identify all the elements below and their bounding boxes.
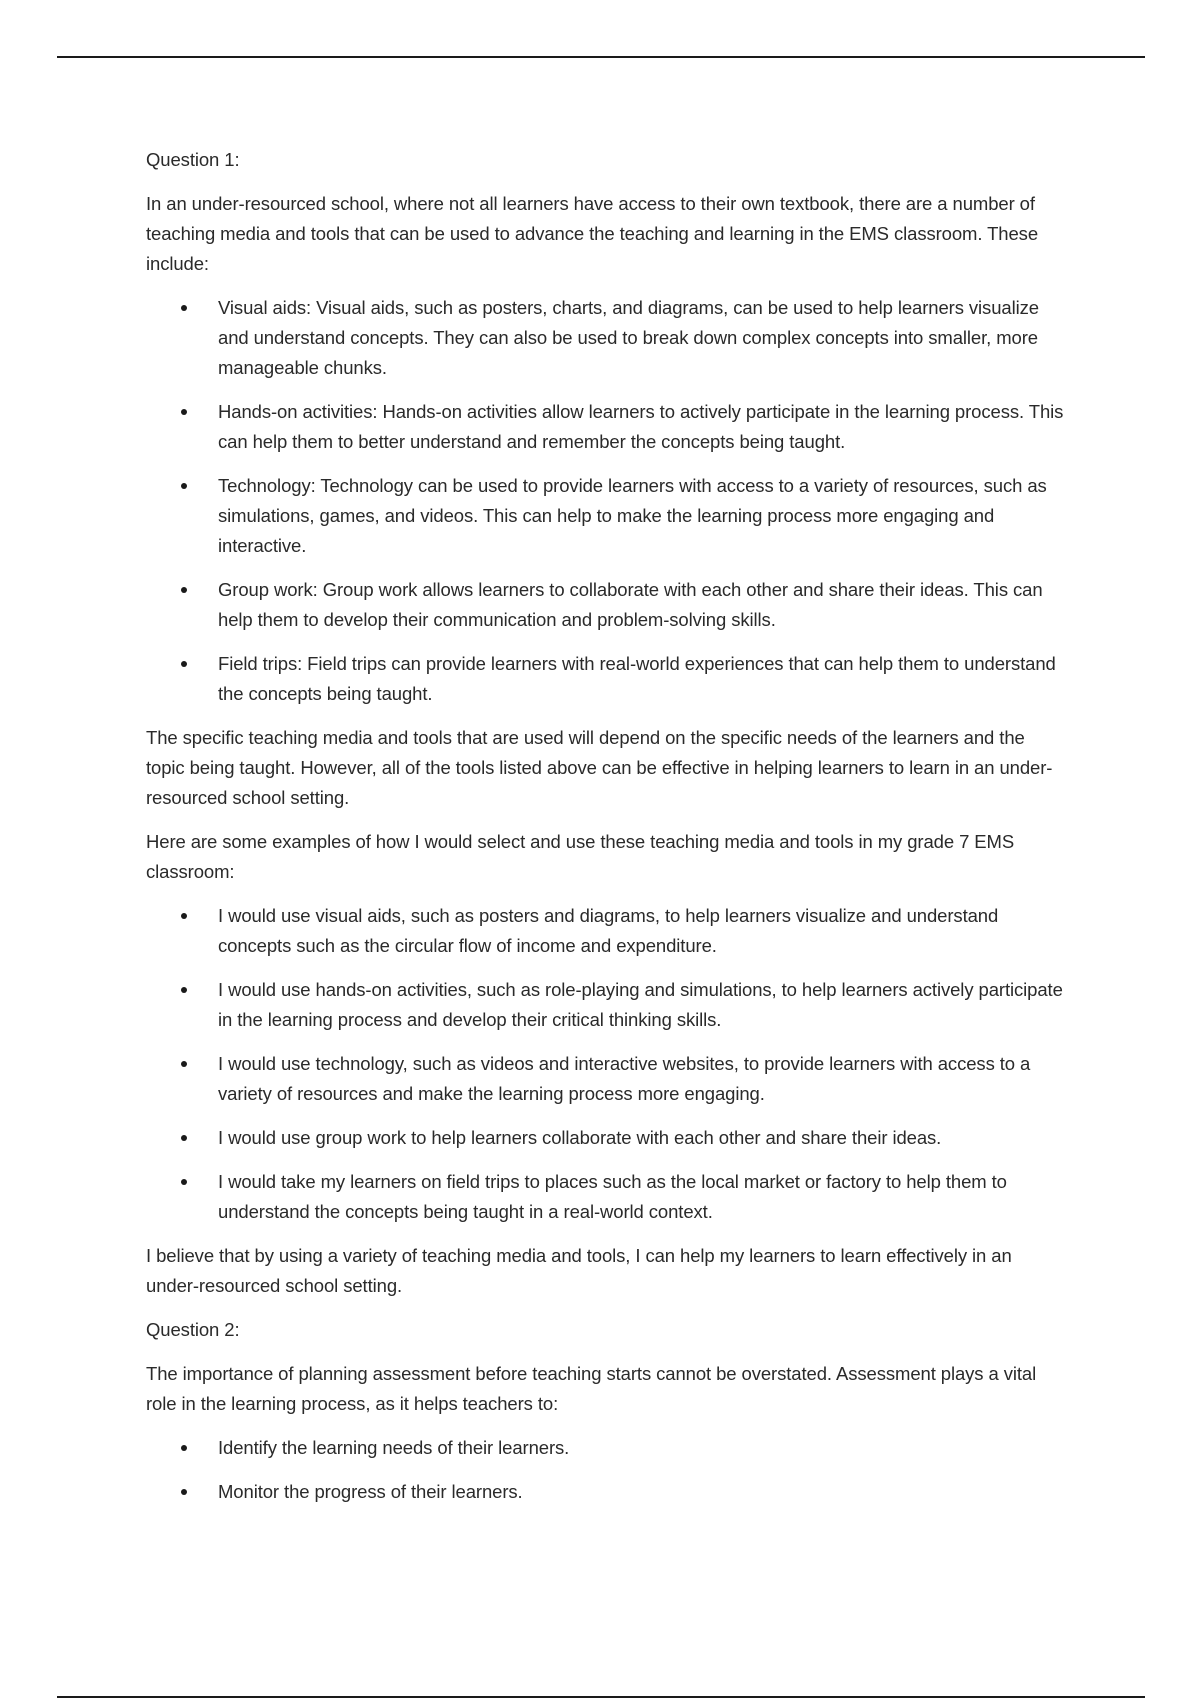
question-1-paragraph-3: Here are some examples of how I would select and use these teaching media and tools in my grade 7 EMS classroom: [146, 831, 1015, 882]
list-item [146, 293, 1066, 383]
bullet-icon [181, 1489, 187, 1495]
bullet-icon [181, 483, 187, 489]
assessment-purposes-list [146, 1433, 1066, 1507]
bullet-icon [181, 305, 187, 311]
list-item [146, 471, 1066, 561]
footer-rule [57, 1696, 1145, 1698]
list-item-text: I would take my learners on field trips to places such as the local market or factory to help them to understand the concepts being taught in a real-world context. [218, 1171, 1007, 1222]
document-body [146, 145, 1066, 1521]
bullet-icon [181, 587, 187, 593]
list-item-text: I would use group work to help learners collaborate with each other and share their ideas. [218, 1127, 942, 1148]
bullet-icon [181, 913, 187, 919]
question-1-conclusion: I believe that by using a variety of teaching media and tools, I can help my learners to learn effectively in an under-resourced school setting. [146, 1245, 1012, 1296]
list-item-text: Visual aids: Visual aids, such as posters, charts, and diagrams, can be used to help learners visualize and understand concepts. They can also be used to break down complex concepts into smaller, more manageable chunks. [218, 297, 1039, 378]
bullet-icon [181, 1179, 187, 1185]
list-item-text: Field trips: Field trips can provide learners with real-world experiences that can help them to understand the concepts being taught. [218, 653, 1056, 704]
bullet-icon [181, 1061, 187, 1067]
list-item [146, 575, 1066, 635]
list-item-text: I would use technology, such as videos and interactive websites, to provide learners with access to a variety of resources and make the learning process more engaging. [218, 1053, 1031, 1104]
list-item [146, 397, 1066, 457]
list-item-text: Group work: Group work allows learners to collaborate with each other and share their ideas. This can help them to develop their communication and problem-solving skills. [218, 579, 1043, 630]
bullet-icon [181, 1135, 187, 1141]
list-item-text: I would use visual aids, such as posters and diagrams, to help learners visualize and understand concepts such as the circular flow of income and expenditure. [218, 905, 999, 956]
question-1-heading: Question 1: [146, 149, 240, 170]
list-item [146, 975, 1066, 1035]
bullet-icon [181, 1445, 187, 1451]
question-1-intro: In an under-resourced school, where not all learners have access to their own textbook, there are a number of teaching media and tools that can be used to advance the teaching and learning in the EMS classroom. These include: [146, 193, 1039, 274]
list-item-text: Monitor the progress of their learners. [218, 1481, 523, 1502]
list-item [146, 1167, 1066, 1227]
examples-list [146, 901, 1066, 1227]
header-rule [57, 56, 1145, 58]
question-1-paragraph-2: The specific teaching media and tools that are used will depend on the specific needs of the learners and the topic being taught. However, all of the tools listed above can be effective in helping learners to learn in an under-resourced school setting. [146, 727, 1053, 808]
bullet-icon [181, 987, 187, 993]
bullet-icon [181, 661, 187, 667]
list-item-text: I would use hands-on activities, such as role-playing and simulations, to help learners actively participate in the learning process and develop their critical thinking skills. [218, 979, 1063, 1030]
question-2-intro: The importance of planning assessment before teaching starts cannot be overstated. Assessment plays a vital role in the learning process, as it helps teachers to: [146, 1363, 1037, 1414]
list-item [146, 1477, 1066, 1507]
list-item-text: Technology: Technology can be used to provide learners with access to a variety of resources, such as simulations, games, and videos. This can help to make the learning process more engaging and interactive. [218, 475, 1047, 556]
list-item [146, 649, 1066, 709]
question-2-heading: Question 2: [146, 1319, 240, 1340]
list-item [146, 901, 1066, 961]
list-item-text: Hands-on activities: Hands-on activities allow learners to actively participate in the learning process. This can help them to better understand and remember the concepts being taught. [218, 401, 1064, 452]
list-item [146, 1123, 1066, 1153]
list-item [146, 1049, 1066, 1109]
bullet-icon [181, 409, 187, 415]
teaching-tools-list [146, 293, 1066, 709]
list-item [146, 1433, 1066, 1463]
list-item-text: Identify the learning needs of their learners. [218, 1437, 570, 1458]
